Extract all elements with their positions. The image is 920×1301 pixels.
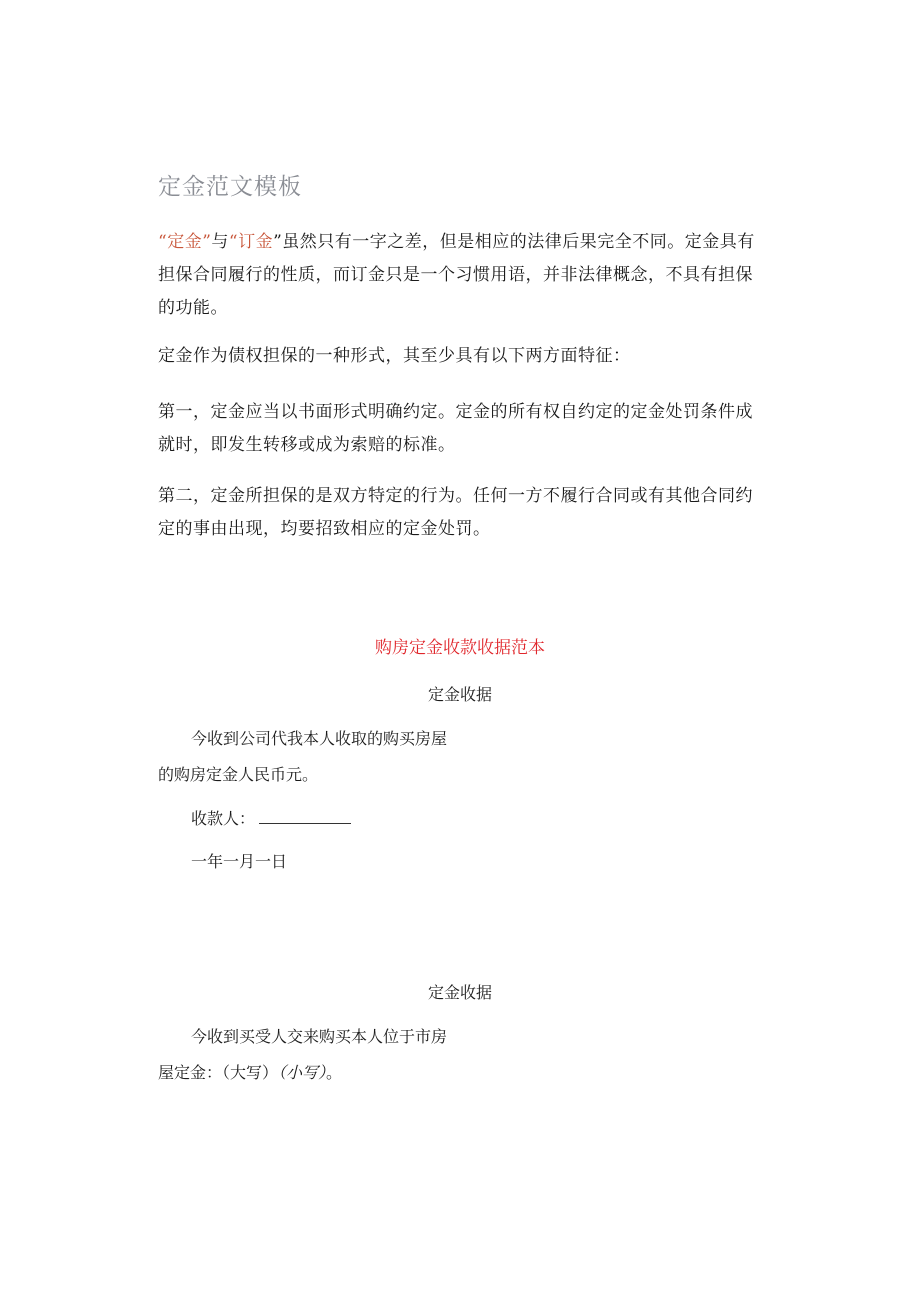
- receipt-1-line-1: 今收到公司代我本人收取的购买房屋: [191, 729, 448, 748]
- receipt-1-heading: 定金收据: [427, 685, 492, 704]
- features-intro-paragraph: 定金作为债权担保的一种形式，其至少具有以下两方面特征：: [158, 346, 631, 366]
- document-title: 定金范文模板: [158, 174, 302, 200]
- intro-open-quote-2: “: [228, 232, 239, 252]
- receipt-2-heading: 定金收据: [427, 983, 492, 1002]
- intro-rest: ”虽然只有一字之差，但是相应的法律后果完全不同。定金具有担保合同履行的性质，而订金只是一个习惯用语，并非法律概念，不具有担保的功能。: [158, 232, 755, 318]
- intro-close-quote-1: ”: [202, 232, 212, 252]
- payee-blank-line: [259, 811, 351, 824]
- intro-paragraph: [158, 226, 758, 325]
- receipt-1-date: 一年一月一日: [191, 852, 288, 871]
- intro-open-quote-1: “: [158, 232, 168, 252]
- receipt-1-payee: [191, 806, 351, 829]
- receipt-1-line-2: 的购房定金人民币元。: [158, 765, 319, 784]
- receipt-2-amount-capital: 屋定金：（大写）: [158, 1063, 279, 1082]
- feature-first-paragraph: 第一，定金应当以书面形式明确约定。定金的所有权自约定的定金处罚条件成就时，即发生转移或成为索赔的标准。: [158, 402, 753, 455]
- receipt-2-line-2: [158, 1060, 342, 1083]
- receipt-2-line-1: 今收到买受人交来购买本人位于市房: [191, 1027, 448, 1046]
- section-heading: 购房定金收款收据范本: [375, 638, 545, 658]
- receipt-2-amount-small: （小写）: [278, 1063, 327, 1082]
- feature-second-paragraph: 第二，定金所担保的是双方特定的行为。任何一方不履行合同或有其他合同约定的事由出现，均要招致相应的定金处罚。: [158, 486, 753, 539]
- payee-label: 收款人：: [191, 809, 256, 828]
- intro-connector: 与: [211, 232, 229, 252]
- intro-term-dingjin: 定金: [167, 232, 203, 252]
- intro-term-dingjin-order: 订金: [238, 232, 274, 252]
- receipt-2-line-end: 。: [326, 1063, 343, 1082]
